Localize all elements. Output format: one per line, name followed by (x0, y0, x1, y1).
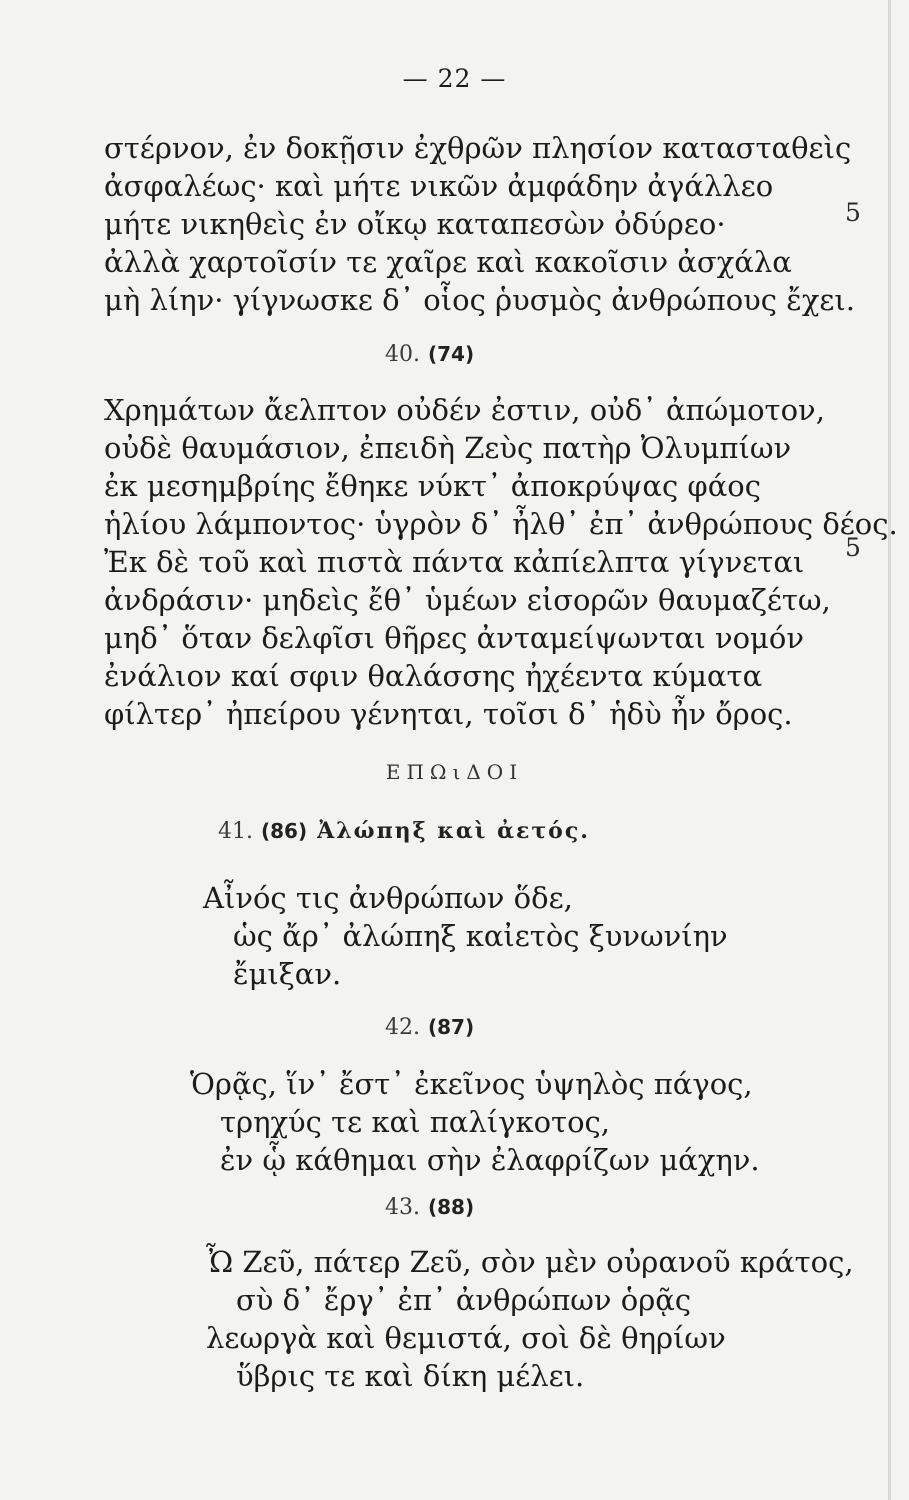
text-line: ἐνάλιον καί σφιν θαλάσσης ἠχέεντα κύματα (104, 659, 763, 693)
poem-number: 43. (385, 1195, 420, 1220)
poem-reference: (88) (428, 1195, 475, 1219)
line-margin-number: 5 (845, 533, 861, 562)
text-line: ἀνδράσιν· μηδεὶς ἔθ᾽ ὑμέων εἰσορῶν θαυμαζέτω, (104, 583, 831, 617)
page-edge (888, 0, 891, 1500)
poem-reference: (86) (261, 819, 308, 843)
text-line: μήτε νικηθεὶς ἐν οἴκῳ καταπεσὼν ὀδύρεο· (104, 207, 726, 241)
text-line: ἀλλὰ χαρτοῖσίν τε χαῖρε καὶ κακοῖσιν ἀσχάλα (104, 245, 792, 279)
text-line: μὴ λίην· γίγνωσκε δ᾽ οἷος ῥυσμὸς ἀνθρώπους ἔχει. (104, 283, 855, 317)
poem-reference: (74) (428, 342, 475, 366)
poem-heading (385, 342, 474, 367)
poem-heading (385, 1195, 474, 1220)
text-line: φίλτερ᾽ ἠπείρου γένηται, τοῖσι δ᾽ ἡδὺ ἦν ὄρος. (104, 697, 793, 731)
text-line: ἀσφαλέως· καὶ μήτε νικῶν ἀμφάδην ἀγάλλεο (104, 169, 774, 203)
text-line: στέρνον, ἐν δοκῇσιν ἐχθρῶν πλησίον κατασταθεὶς (104, 131, 852, 165)
text-line: ὡς ἄρ᾽ ἀλώπηξ καἰετὸς ξυνωνίην (233, 919, 728, 953)
poem-number: 40. (385, 342, 420, 367)
text-line: Ὦ Ζεῦ, πάτερ Ζεῦ, σὸν μὲν οὐρανοῦ κράτος, (206, 1245, 854, 1279)
page-number: — 22 — (402, 64, 507, 93)
text-line: Χρημάτων ἄελπτον οὐδέν ἐστιν, οὐδ᾽ ἀπώμοτον, (104, 393, 825, 427)
text-line: Ὁρᾷς, ἵν᾽ ἔστ᾽ ἐκεῖνος ὑψηλὸς πάγος, (190, 1067, 753, 1101)
text-line: μηδ᾽ ὅταν δελφῖσι θῆρες ἀνταμείψωνται νομόν (104, 621, 804, 655)
text-line: σὺ δ᾽ ἔργ᾽ ἐπ᾽ ἀνθρώπων ὁρᾷς (236, 1283, 692, 1317)
poem-title: Ἀλώπηξ καὶ ἀετός. (317, 818, 590, 844)
text-line: ἔμιξαν. (233, 957, 342, 991)
text-line: ἐκ μεσημβρίης ἔθηκε νύκτ᾽ ἀποκρύψας φάος (104, 469, 762, 503)
section-title: ΕΠΩιΔΟΙ (385, 760, 524, 784)
poem-heading (218, 818, 590, 844)
line-margin-number: 5 (845, 198, 861, 227)
text-line: Αἶνός τις ἀνθρώπων ὅδε, (203, 881, 573, 915)
text-line: Ἐκ δὲ τοῦ καὶ πιστὰ πάντα κἀπίελπτα γίγνεται (104, 545, 805, 579)
poem-reference: (87) (428, 1015, 475, 1039)
text-line: οὐδὲ θαυμάσιον, ἐπειδὴ Ζεὺς πατὴρ Ὀλυμπίων (104, 431, 792, 465)
text-line: ἡλίου λάμποντος· ὑγρὸν δ᾽ ἦλθ᾽ ἐπ᾽ ἀνθρώπους δέος. (104, 507, 898, 541)
text-line: τρηχύς τε καὶ παλίγκοτος, (220, 1105, 610, 1139)
poem-number: 41. (218, 819, 253, 844)
text-line: ἐν ᾧ κάθημαι σὴν ἐλαφρίζων μάχην. (220, 1143, 760, 1177)
text-line: ὕβρις τε καὶ δίκη μέλει. (236, 1359, 585, 1393)
poem-number: 42. (385, 1015, 420, 1040)
poem-heading (385, 1015, 474, 1040)
text-line: λεωργὰ καὶ θεμιστά, σοὶ δὲ θηρίων (206, 1321, 726, 1355)
